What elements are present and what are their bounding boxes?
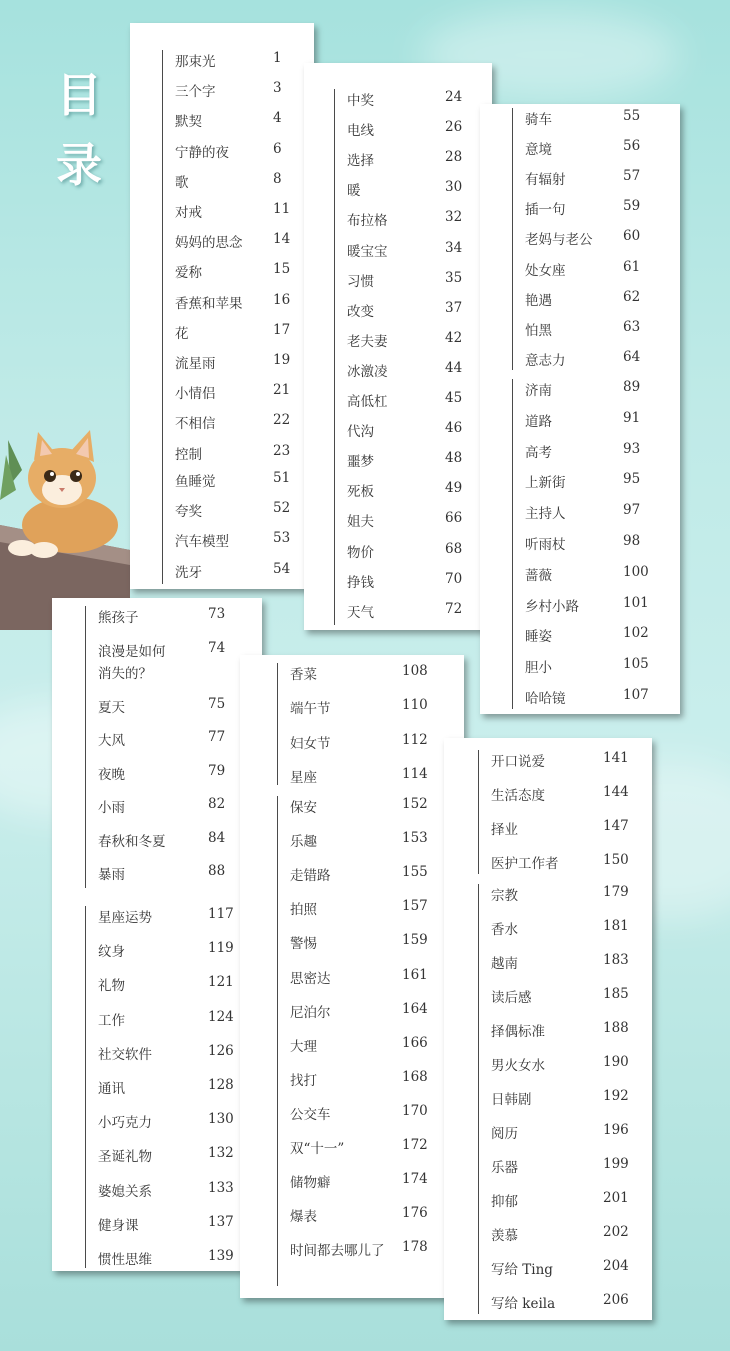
entry-page: 14: [273, 231, 291, 248]
entry-title: 保安: [290, 800, 317, 816]
entry-page: 196: [603, 1122, 629, 1138]
toc-group: [162, 50, 303, 474]
entry-title: 不相信: [175, 416, 216, 433]
entry-title: 噩梦: [347, 454, 374, 471]
entry-page: 107: [623, 687, 649, 703]
entry-page: 88: [208, 863, 226, 879]
entry-title: 电线: [347, 123, 374, 140]
entry-title: 圣诞礼物: [98, 1149, 152, 1166]
entry-title: 有辐射: [525, 172, 566, 189]
entry-page: 117: [208, 906, 234, 922]
entry-title: 羡慕: [491, 1228, 518, 1244]
toc-group: [85, 606, 256, 888]
entry-title: 汽车模型: [175, 534, 229, 551]
entry-title: 暴雨: [98, 867, 125, 883]
entry-page: 22: [273, 412, 291, 429]
entry-page: 48: [445, 450, 463, 467]
entry-page: 59: [623, 198, 641, 215]
entry-title: 宁静的夜: [175, 144, 229, 161]
entry-page: 70: [445, 570, 463, 587]
entry-page: 139: [208, 1248, 234, 1264]
entry-title: 洗牙: [175, 564, 202, 581]
entry-title: 越南: [491, 956, 518, 972]
entry-page: 62: [623, 288, 641, 305]
entry-page: 105: [623, 656, 649, 673]
toc-card-4: [52, 598, 262, 1271]
entry-title: 乐趣: [290, 834, 317, 851]
entry-page: 30: [445, 179, 463, 196]
entry-title: 习惯: [347, 273, 374, 290]
entry-page: 66: [445, 510, 463, 527]
entry-page: 190: [603, 1054, 629, 1070]
toc-group: [162, 470, 303, 584]
entry-title: 那束光: [175, 54, 216, 70]
entry-page: 4: [273, 110, 282, 127]
entry-page: 170: [402, 1102, 428, 1119]
entry-page: 56: [623, 138, 641, 155]
entry-page: 35: [445, 269, 463, 286]
entry-title: 听雨杖: [525, 537, 566, 553]
entry-page: 201: [603, 1190, 629, 1206]
entry-page: 93: [623, 440, 641, 457]
entry-page: 192: [603, 1088, 629, 1104]
entry-title: 哈哈镜: [525, 691, 566, 707]
entry-title: 乐器: [491, 1160, 518, 1176]
entry-page: 32: [445, 209, 463, 226]
entry-page: 101: [623, 594, 649, 611]
entry-title: 控制: [175, 446, 202, 463]
entry-title: 医护工作者: [491, 856, 559, 872]
entry-page: 179: [603, 884, 629, 900]
entry-page: 157: [402, 898, 428, 915]
entry-title: 阅历: [491, 1126, 518, 1142]
entry-title: 三个字: [175, 84, 216, 101]
entry-page: 97: [623, 502, 641, 519]
entry-page: 52: [273, 500, 291, 517]
toc-card-6: [444, 738, 652, 1320]
entry-page: 159: [402, 932, 428, 949]
entry-title: 拍照: [290, 902, 317, 919]
entry-title: 暖: [347, 183, 361, 200]
entry-title: 物价: [347, 544, 374, 561]
entry-page: 183: [603, 952, 629, 968]
entry-title: 对戒: [175, 205, 202, 221]
entry-page: 153: [402, 830, 428, 847]
title-char: 录: [56, 138, 102, 192]
entry-title: 流星雨: [175, 356, 216, 372]
entry-title: 主持人: [525, 506, 566, 523]
entry-page: 176: [402, 1205, 428, 1222]
entry-title: 浪漫是如何: [98, 644, 166, 660]
entry-page: 11: [273, 201, 291, 217]
entry-page: 102: [623, 625, 649, 642]
entry-title: 大理: [290, 1038, 317, 1055]
entry-page: 75: [208, 696, 226, 712]
entry-title: 改变: [347, 303, 374, 320]
entry-page: 3: [273, 80, 282, 97]
entry-page: 73: [208, 606, 226, 622]
entry-page: 24: [445, 89, 463, 105]
entry-title: 小雨: [98, 800, 125, 817]
entry-title: 香菜: [290, 667, 317, 683]
entry-title: 夸奖: [175, 504, 202, 521]
entry-page: 144: [603, 784, 629, 800]
entry-title: 择偶标准: [491, 1024, 545, 1040]
entry-title: 睡姿: [525, 629, 552, 646]
entry-page: 82: [208, 796, 226, 813]
entry-title: 公交车: [290, 1106, 331, 1123]
entry-page: 124: [208, 1008, 234, 1025]
entry-title: 消失的？: [98, 666, 152, 682]
entry-page: 141: [603, 750, 629, 766]
entry-title: 中奖: [347, 93, 374, 109]
entry-page: 181: [603, 918, 629, 934]
entry-title: 老夫妻: [347, 333, 388, 350]
entry-title: 夏天: [98, 700, 125, 716]
entry-title: 宗教: [491, 888, 518, 904]
entry-page: 28: [445, 149, 463, 166]
entry-title: 找打: [290, 1072, 317, 1089]
entry-title: 处女座: [525, 262, 566, 279]
entry-page: 150: [603, 852, 629, 868]
entry-page: 128: [208, 1077, 234, 1093]
entry-title: 大风: [98, 733, 125, 750]
entry-page: 1: [273, 50, 282, 66]
entry-page: 152: [402, 796, 428, 812]
toc-group: [478, 750, 645, 874]
entry-title: 健身课: [98, 1217, 139, 1234]
entry-page: 8: [273, 170, 282, 187]
entry-page: 45: [445, 390, 463, 406]
entry-page: 89: [623, 379, 641, 395]
entry-page: 23: [273, 442, 291, 459]
entry-page: 72: [445, 600, 463, 617]
entry-title: 惯性思维: [98, 1252, 152, 1268]
entry-title: 天气: [347, 604, 374, 621]
entry-title: 插一句: [525, 202, 566, 219]
entry-page: 49: [445, 480, 463, 497]
entry-page: 168: [402, 1068, 428, 1085]
entry-title: 通讯: [98, 1081, 125, 1097]
entry-title: 鱼睡觉: [175, 474, 216, 490]
entry-title: 骑车: [525, 112, 552, 128]
entry-title: 香蕉和苹果: [175, 295, 243, 312]
entry-title: 怕黑: [525, 322, 552, 339]
entry-page: 74: [208, 640, 226, 656]
entry-title: 双“十一”: [290, 1141, 345, 1157]
toc-group: [277, 663, 458, 785]
entry-title: 小巧克力: [98, 1115, 152, 1132]
entry-page: 132: [208, 1145, 234, 1162]
entry-page: 119: [208, 940, 234, 957]
entry-title: 意境: [525, 142, 552, 159]
entry-title: 死板: [347, 484, 374, 501]
entry-page: 174: [402, 1171, 428, 1188]
entry-title: 时间都去哪儿了: [290, 1243, 385, 1260]
entry-title: 星座运势: [98, 910, 152, 926]
entry-title: 写给 Ting: [491, 1262, 553, 1278]
entry-page: 206: [603, 1292, 629, 1308]
entry-title: 冰激凌: [347, 363, 388, 380]
toc-card-5: [240, 655, 464, 1298]
entry-page: 53: [273, 530, 291, 547]
entry-title: 艳遇: [525, 292, 552, 309]
entry-title: 上新街: [525, 475, 566, 492]
entry-page: 55: [623, 108, 641, 124]
entry-title: 道路: [525, 413, 552, 430]
toc-group: [334, 89, 485, 625]
entry-page: 91: [623, 409, 641, 426]
entry-title: 工作: [98, 1012, 125, 1029]
entry-title: 礼物: [98, 978, 125, 995]
entry-page: 110: [402, 697, 428, 714]
entry-page: 64: [623, 348, 641, 365]
entry-page: 42: [445, 329, 463, 346]
entry-title: 高低杠: [347, 394, 388, 410]
entry-title: 代沟: [347, 424, 374, 441]
entry-page: 133: [208, 1179, 234, 1196]
entry-title: 春秋和冬夏: [98, 833, 166, 850]
entry-title: 花: [175, 325, 189, 342]
entry-page: 166: [402, 1034, 428, 1051]
entry-page: 202: [603, 1224, 629, 1240]
entry-page: 68: [445, 540, 463, 557]
entry-title: 布拉格: [347, 213, 388, 230]
entry-title: 胆小: [525, 660, 552, 677]
entry-page: 164: [402, 1000, 428, 1017]
entry-page: 77: [208, 729, 226, 746]
entry-page: 26: [445, 119, 463, 136]
entry-page: 6: [273, 140, 282, 157]
entry-title: 婆媳关系: [98, 1183, 152, 1200]
entry-page: 57: [623, 168, 641, 185]
entry-title: 择业: [491, 822, 518, 838]
entry-page: 188: [603, 1020, 629, 1036]
entry-page: 46: [445, 420, 463, 437]
entry-title: 姐夫: [347, 514, 374, 531]
entry-page: 137: [208, 1213, 234, 1230]
entry-page: 37: [445, 299, 463, 316]
entry-title: 生活态度: [491, 788, 545, 804]
entry-title: 男火女水: [491, 1058, 545, 1074]
entry-page: 204: [603, 1258, 629, 1274]
entry-title: 蔷薇: [525, 567, 552, 584]
toc-card-3: [480, 104, 680, 714]
entry-title: 思密达: [290, 970, 331, 987]
entry-title: 小情侣: [175, 386, 216, 403]
entry-title: 端午节: [290, 701, 331, 718]
entry-title: 默契: [175, 114, 202, 131]
entry-page: 130: [208, 1111, 234, 1128]
entry-title: 尼泊尔: [290, 1004, 331, 1021]
entry-title: 济南: [525, 383, 552, 399]
entry-page: 199: [603, 1156, 629, 1172]
entry-title: 歌: [175, 174, 189, 191]
entry-page: 95: [623, 471, 641, 488]
entry-page: 114: [402, 765, 428, 782]
entry-title: 香水: [491, 922, 518, 938]
entry-page: 19: [273, 352, 291, 368]
toc-group: [512, 379, 673, 709]
entry-page: 17: [273, 321, 291, 338]
entry-page: 60: [623, 228, 641, 245]
entry-page: 155: [402, 864, 428, 881]
entry-page: 178: [402, 1239, 428, 1256]
entry-page: 54: [273, 560, 291, 577]
entry-title: 妇女节: [290, 735, 331, 752]
entry-title: 开口说爱: [491, 754, 545, 770]
entry-title: 纹身: [98, 944, 125, 961]
entry-page: 79: [208, 762, 226, 779]
entry-title: 夜晚: [98, 766, 125, 783]
entry-title: 老妈与老公: [525, 232, 593, 249]
entry-title: 暖宝宝: [347, 243, 388, 260]
entry-title: 高考: [525, 444, 552, 461]
entry-title: 走错路: [290, 868, 331, 885]
entry-page: 108: [402, 663, 428, 679]
entry-page: 112: [402, 731, 428, 748]
toc-card-1: [130, 23, 314, 589]
entry-title: 日韩剧: [491, 1092, 532, 1108]
entry-title: 爆表: [290, 1209, 317, 1226]
title-char: 目: [56, 68, 102, 122]
entry-page: 44: [445, 359, 463, 376]
entry-title: 意志力: [525, 352, 566, 369]
entry-title: 警惕: [290, 936, 317, 953]
entry-title: 爱称: [175, 265, 202, 282]
entry-page: 172: [402, 1137, 428, 1153]
entry-page: 51: [273, 470, 291, 486]
entry-title: 星座: [290, 769, 317, 786]
entry-title: 选择: [347, 153, 374, 170]
toc-group: [85, 906, 256, 1268]
entry-page: 121: [208, 974, 234, 991]
entry-page: 63: [623, 318, 641, 335]
entry-title: 挣钱: [347, 574, 374, 591]
entry-page: 126: [208, 1042, 234, 1059]
entry-page: 21: [273, 382, 291, 399]
entry-page: 16: [273, 291, 291, 308]
entry-page: 147: [603, 818, 629, 834]
entry-page: 100: [623, 563, 649, 580]
entry-title: 写给 keila: [491, 1296, 556, 1312]
entry-title: 妈妈的思念: [175, 235, 243, 252]
entry-title: 储物癖: [290, 1175, 331, 1192]
entry-page: 98: [623, 533, 641, 549]
entry-page: 15: [273, 261, 291, 278]
entry-title: 社交软件: [98, 1046, 152, 1063]
entry-page: 84: [208, 829, 226, 846]
entry-page: 34: [445, 239, 463, 256]
toc-group: [277, 796, 458, 1286]
toc-group: [512, 108, 673, 370]
entry-title: 熊孩子: [98, 610, 139, 626]
entry-page: 61: [623, 258, 641, 275]
toc-group: [478, 884, 645, 1314]
page-title: [44, 60, 114, 200]
toc-card-2: [304, 63, 492, 630]
entry-page: 161: [402, 966, 428, 983]
entry-page: 185: [603, 986, 629, 1002]
entry-title: 乡村小路: [525, 598, 579, 615]
entry-title: 读后感: [491, 990, 532, 1006]
entry-title: 抑郁: [491, 1194, 518, 1210]
